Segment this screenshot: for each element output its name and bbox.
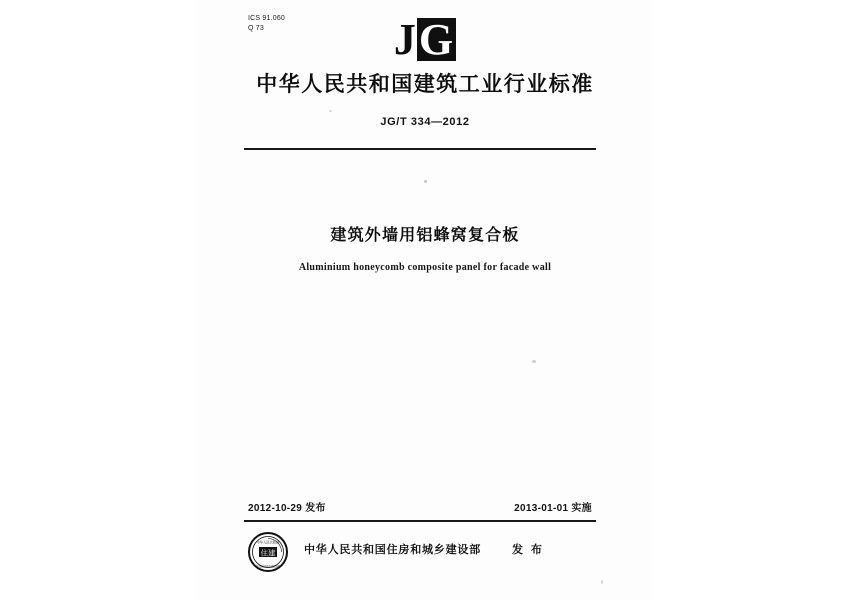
- svg-text:中华人民共和国: 中华人民共和国: [256, 540, 280, 545]
- ics-code: ICS 91.060: [248, 15, 286, 22]
- issuer-row: [244, 530, 596, 572]
- scan-speck: [532, 360, 536, 363]
- ministry-seal-emblem-icon: [248, 532, 288, 572]
- issue-date: 2012-10-29 发布: [248, 503, 326, 514]
- standard-cover-page: [196, 0, 654, 600]
- jg-logo-letter-g: G: [418, 15, 455, 64]
- effective-date: 2013-01-01 实施: [514, 503, 592, 514]
- jg-logo: [196, 14, 654, 65]
- svg-text:住建: 住建: [260, 548, 276, 558]
- date-row: [244, 499, 596, 513]
- page-title: 建筑外墙用铝蜂窝复合板: [330, 225, 520, 244]
- scan-speck: [424, 180, 427, 183]
- scan-speck: [601, 580, 603, 584]
- standard-series-title: 中华人民共和国建筑工业行业标准: [256, 71, 594, 96]
- ccs-code: Q 73: [248, 25, 264, 32]
- issuer-action: 发 布: [512, 543, 544, 556]
- standard-number: JG/T 334—2012: [380, 116, 470, 128]
- divider-bottom: [244, 520, 596, 522]
- cover-sheet: [196, 0, 654, 600]
- page-title-english: Aluminium honeycomb composite panel for facade wall: [298, 262, 552, 273]
- issuer-name: 中华人民共和国住房和城乡建设部: [304, 543, 481, 556]
- scan-speck: [329, 110, 332, 112]
- divider-top: [244, 148, 596, 150]
- jg-logo-letter-j: J: [393, 15, 417, 64]
- svg-text:住房和城乡建设部: 住房和城乡建设部: [255, 564, 281, 569]
